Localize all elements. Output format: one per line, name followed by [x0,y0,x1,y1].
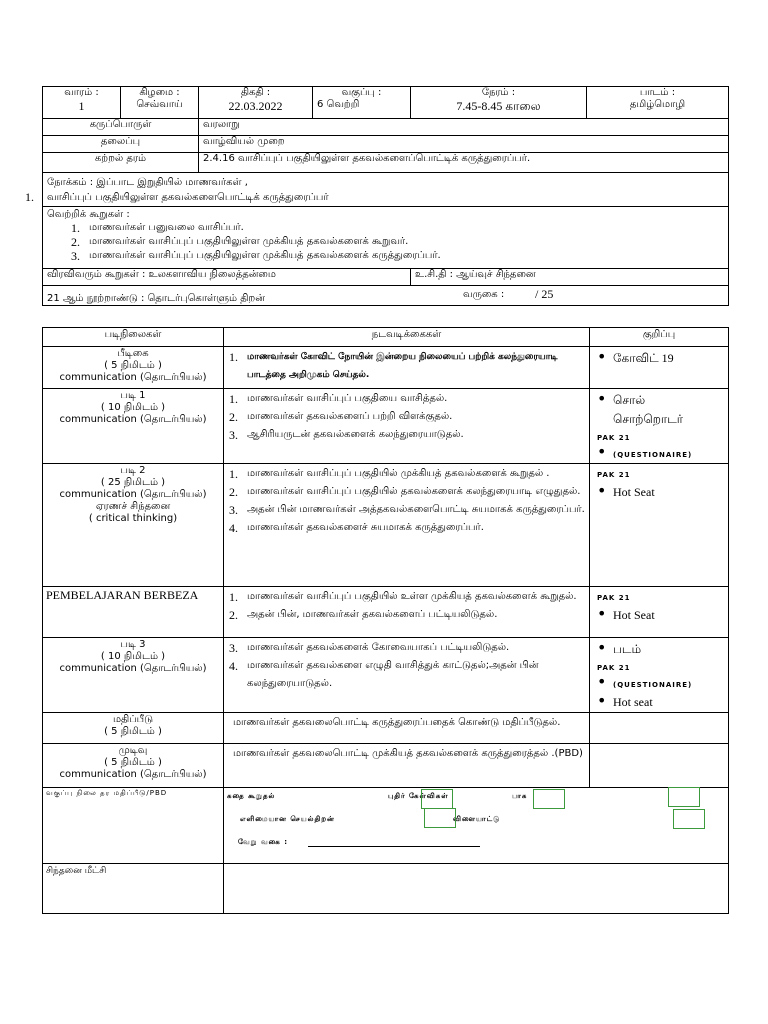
activity-list [227,348,586,384]
activity-item [227,390,586,408]
activity-number: 1. [229,590,238,604]
activity-cell [224,744,590,788]
note-text: (QUESTIONAIRE) [613,451,693,459]
note-text: PAK 21 [597,664,631,672]
activity-item [227,483,586,501]
reflection-cell[interactable] [224,864,729,914]
stage-line: PEMBELAJARAN BERBEZA [46,588,199,602]
plan-row [43,347,729,389]
note-item [593,692,725,711]
note-item [593,428,725,445]
notes-cell [590,464,729,587]
criteria-list [47,221,724,263]
activity-number: 3. [229,428,238,442]
activity-item [227,501,586,519]
date-label: திகதி : [240,87,271,98]
activity-item [227,519,586,537]
class-label: வகுப்பு : [341,87,382,98]
date-cell [199,87,313,119]
note-text: PAK 21 [597,471,631,479]
criteria-item [69,235,724,249]
pbd-riddle: புதிர் கேள்விகள் [388,792,449,800]
stage-line: ( 10 நிமிடம் ) [100,651,166,662]
activity-list [227,639,586,693]
date-value: 22.03.2022 [228,99,283,113]
class-value: 6 வெற்றி [317,99,360,110]
week-label: வாரம் : [64,87,99,98]
notes-list [593,588,725,624]
note-item [593,588,725,605]
stage-line: ( 10 நிமிடம் ) [100,402,166,413]
activity-item [227,348,586,384]
activity-number: 2. [229,608,238,622]
century-text: 21 ஆம் நூற்றாண்டு : தொடர்புகொள்ளும் திறன் [47,293,265,304]
criteria-number: 3. [71,249,80,263]
stage-line: ( 25 நிமிடம் ) [100,477,166,488]
activity-cell [224,464,590,587]
activity-text: அதன் பின் மாணவர்கள் அத்தகவல்களைபொட்டி சுயமாகக் கருத்துரைப்பர். [247,504,585,515]
activity-item [227,657,586,693]
activity-cell [224,389,590,464]
activity-number: 2. [229,410,238,424]
criteria-number: 2. [71,235,80,249]
activity-item [227,465,586,483]
week-cell [43,87,121,119]
activity-item [227,408,586,426]
note-item [593,409,725,428]
stage-line: communication (தொடர்பியல்) [59,372,207,383]
subject-cell [587,87,729,119]
stage-line: படி 2 [120,465,146,476]
criteria-heading: வெற்றிக் கூறுகள் : [47,209,130,220]
note-item [593,348,725,367]
notes-cell [590,389,729,464]
stage-column-header: படிநிலைகள் [43,328,224,347]
notes-cell [590,744,729,788]
activity-cell [224,638,590,713]
activity-text: ஆசிரியருடன் தகவல்களைக் கலந்துரையாடுதல். [247,429,464,440]
criteria-item [69,249,724,263]
notes-list [593,639,725,711]
plan-row [43,587,729,638]
activity-cell [224,587,590,638]
activity-list [227,588,586,624]
plan-row [43,464,729,587]
activity-item [227,606,586,624]
objective-cell [25,173,729,207]
criteria-text: மாணவர்கள் வாசிப்புப் பகுதியிலுள்ள முக்கியத் தகவல்களைக் கூறுவர். [89,236,409,247]
standard-value: 2.4.16 வாசிப்புப் பகுதியிலுள்ள தகவல்களைப்பொட்டிக் கருத்துரைப்பர். [199,153,729,173]
note-item [593,465,725,482]
activity-list [227,745,586,763]
activity-text: மாணவர்கள் வாசிப்புப் பகுதியில் முக்கியத் தகவல்களைக் கூறுதல் . [247,468,550,479]
activity-item [227,588,586,606]
stage-line: communication (தொடர்பியல்) [59,414,207,425]
activity-item [227,714,586,732]
title-label: தலைப்பு [43,136,199,153]
plan-row [43,638,729,713]
week-value: 1 [78,99,85,113]
activity-number: 2. [229,485,238,499]
note-text: சொல் [613,393,646,407]
activity-text: அதன் பின், மாணவர்கள் தகவல்களைப் பட்டியலிடுதல். [247,609,498,620]
pbd-game: விளையாட்டு [453,815,501,823]
note-item [593,639,725,658]
objective-heading: நோக்கம் : இப்பாட இறுதியில் மாணவர்கள் , [47,177,248,188]
activity-text: மாணவர்கள் தகவலைபொட்டி கருத்துரைப்பதைக் கொண்டு மதிப்பீடுதல். [233,717,561,728]
objective-text: வாசிப்புப் பகுதியிலுள்ள தகவல்களைபொட்டிக் கருத்துரைப்பர் [47,192,329,203]
lesson-header-table [25,86,729,306]
success-criteria-cell [43,207,729,269]
stage-line: படி 1 [120,390,146,401]
activity-number: 4. [229,521,238,535]
activity-text: மாணவர்கள் வாசிப்புப் பகுதியை வாசித்தல். [247,393,448,404]
activity-item [227,426,586,444]
pbd-label: வகுப்பு நிலை தர மதிப்பீடு/PBD [43,788,224,864]
activity-number: 3. [229,641,238,655]
note-text: Hot seat [613,695,653,709]
activity-item [227,745,586,763]
standard-label: கற்றல் தரம் [43,153,199,173]
activity-cell [224,347,590,389]
note-text: Hot Seat [613,485,655,499]
notes-cell [590,713,729,744]
plan-row [43,713,729,744]
reflection-label: சிந்தனை மீட்சி [43,864,224,914]
stage-cell [43,347,224,389]
stage-line: முடிவு [118,745,148,756]
stage-line: ( critical thinking) [88,513,178,524]
cce-text: விரவிவரும் கூறுகள் : உலகளாவிய நிலைத்தன்மை [43,269,411,286]
note-text: PAK 21 [597,594,631,602]
story-checkbox[interactable] [421,789,453,809]
criteria-items [69,221,724,263]
note-item [593,482,725,501]
notes-cell [590,347,729,389]
note-text: PAK 21 [597,434,631,442]
notes-cell [590,587,729,638]
activity-text: மாணவர்கள் கோவிட் நோயின் இன்றைய நிலையைப் பற்றிக் கலந்துரையாடி பாடத்தை அறிமுகம் செய்தல். [247,352,558,380]
note-item [593,390,725,409]
pbd-story: கதை கூறுதல் [227,792,276,800]
stage-cell [43,587,224,638]
subject-label: பாடம் : [639,87,676,98]
activity-text: மாணவர்கள் தகவல்களைப் பற்றி விளக்குதல். [247,411,453,422]
note-text: (QUESTIONAIRE) [613,681,693,689]
criteria-item [69,221,724,235]
activity-text: மாணவர்கள் வாசிப்புப் பகுதியில் தகவல்களைக் கலந்துரையாடி எழுதுதல். [247,486,581,497]
role-checkbox[interactable] [668,787,700,807]
stage-line: படி 3 [120,639,146,650]
activity-cell [224,713,590,744]
subject-value: தமிழ்மொழி [629,99,686,110]
pbd-other: வேறு வகை : [238,838,288,846]
stage-cell [43,744,224,788]
plan-row [43,389,729,464]
activity-text: மாணவர்கள் தகவல்களை எழுதி வாசித்துக் காட்டுதல்;அதன் பின் கலந்துரையாடுதல். [247,660,539,689]
note-text: கோவிட் 19 [613,351,674,365]
note-text: Hot Seat [613,608,655,622]
stage-line: மதிப்பீடு [112,714,154,725]
stage-line: communication (தொடர்பியல்) [59,769,207,780]
pbd-cell [224,788,729,864]
notes-list [593,390,725,462]
time-cell [411,87,587,119]
simple-checkbox[interactable] [424,808,456,828]
notes-cell [590,638,729,713]
attendance-value: / 25 [535,287,554,301]
note-item [593,675,725,692]
activity-text: மாணவர்கள் தகவல்களைச் சுயமாகக் கருத்துரைப்பர். [247,522,484,533]
notes-list [593,465,725,501]
activity-text: மாணவர்கள் வாசிப்புப் பகுதியில் உள்ள முக்கியத் தகவல்களைக் கூறுதல். [247,591,577,602]
objective-number: 1. [25,190,34,204]
activity-list [227,390,586,444]
criteria-number: 1. [71,221,80,235]
stage-cell [43,389,224,464]
stage-cell [43,638,224,713]
note-text: சொற்றொடர் [613,412,684,426]
stage-line: ( 5 நிமிடம் ) [104,726,162,737]
activity-number: 1. [229,467,238,481]
day-label: கிழமை : [139,87,180,98]
activity-number: 1. [229,350,238,364]
theme-label: கருப்பொருள் [43,119,199,136]
game-checkbox[interactable] [673,809,705,829]
time-label: நேரம் : [481,87,516,98]
activity-number: 4. [229,659,238,673]
lesson-plan-table [42,327,729,914]
activity-list [227,714,586,732]
pbd-simple: எளிமையான செயல்திறன் [240,815,335,823]
activity-column-header: நடவடிக்கைகள் [224,328,590,347]
activity-list [227,465,586,537]
time-value: 7.45-8.45 காலை [456,99,541,113]
activity-text: மாணவர்கள் தகவலைபொட்டி முக்கியத் தகவல்களைக் கருத்துரைத்தல் .(PBD) [233,748,583,759]
stage-line: பீடிகை [117,348,149,359]
criteria-text: மாணவர்கள் வாசிப்புப் பகுதியிலுள்ள முக்கியத் தகவல்களைக் கருத்துரைப்பர். [89,250,441,261]
theme-value: வரலாறு [199,119,729,136]
plan-row [43,744,729,788]
activity-number: 1. [229,392,238,406]
other-line[interactable] [308,846,480,847]
notes-list [593,348,725,367]
note-item [593,658,725,675]
activity-text: மாணவர்கள் தகவல்களைக் கோவையாகப் பட்டியலிடுதல். [247,642,510,653]
stage-cell [43,464,224,587]
objective-item [25,189,728,205]
pbd-role: பாக [512,792,528,800]
note-text: படம் [613,642,642,656]
attendance-label: வருகை : [463,289,505,300]
day-cell [121,87,199,119]
notes-column-header: குறிப்பு [590,328,729,347]
stage-cell [43,713,224,744]
stage-line: communication (தொடர்பியல்) [59,663,207,674]
stage-line: communication (தொடர்பியல்) [59,489,207,500]
century-row [43,286,729,306]
note-item [593,605,725,624]
stage-line: ( 5 நிமிடம் ) [104,360,162,371]
riddle-checkbox[interactable] [533,789,565,809]
day-value: செவ்வாய் [136,99,183,110]
note-item [593,445,725,462]
stage-line: ( 5 நிமிடம் ) [104,757,162,768]
activity-item [227,639,586,657]
activity-number: 3. [229,503,238,517]
class-cell [313,87,411,119]
stage-line: ஏரணச் சிந்தனை [95,501,171,512]
title-value: வாழ்வியல் முறை [199,136,729,153]
thinking-text: உ.சி.தி : ஆய்வுச் சிந்தனை [411,269,729,286]
criteria-text: மாணவர்கள் பனுவலை வாசிப்பர். [89,222,244,233]
